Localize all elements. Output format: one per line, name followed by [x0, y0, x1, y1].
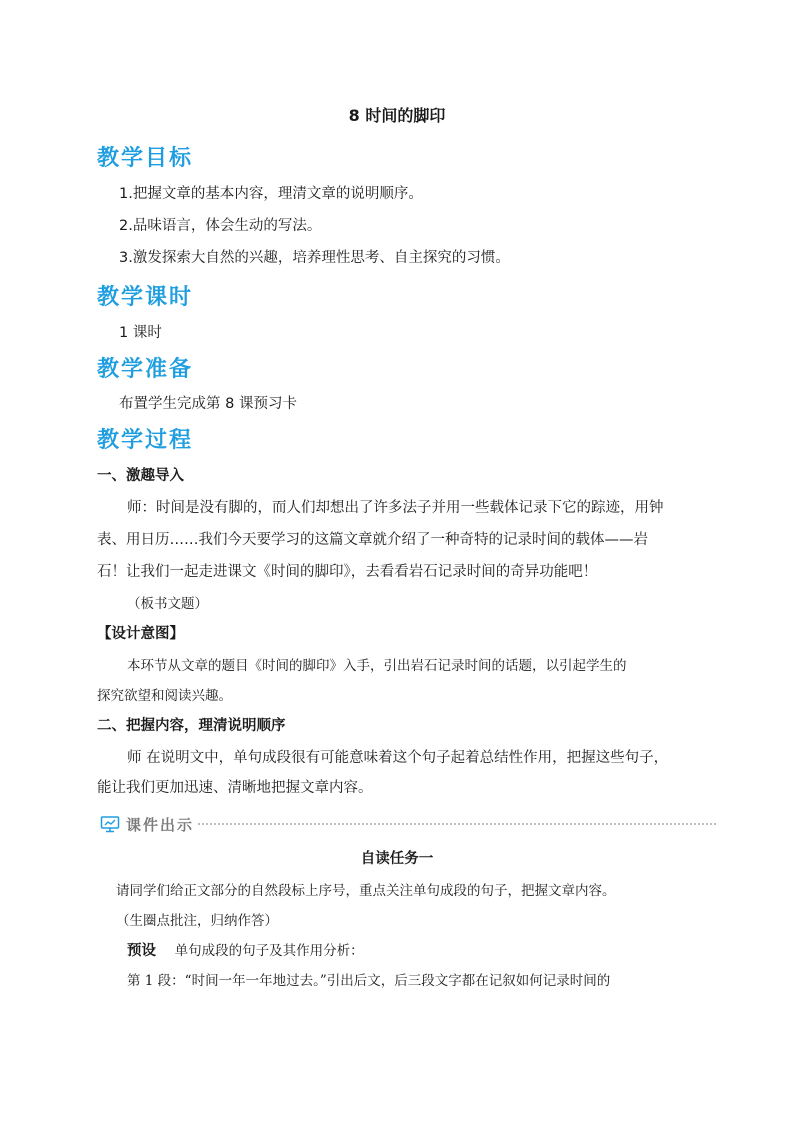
dotted-divider: [198, 823, 716, 825]
section2-title: 二、把握内容，理清说明顺序: [97, 718, 286, 734]
presentation-icon: [100, 815, 120, 833]
section1-para-line: 表、用日历……我们今天要学习的这篇文章就介绍了一种奇特的记录时间的载体——岩: [97, 532, 648, 548]
task-title: 自读任务一: [360, 851, 434, 867]
preset-row: [127, 940, 364, 962]
hours-heading: 教学课时: [97, 285, 194, 310]
design-intent-line: 探究欲望和阅读兴趣。: [97, 688, 232, 704]
courseware-divider: [100, 812, 716, 836]
preparation-text: 布置学生完成第 8 课预习卡: [119, 396, 297, 412]
preset-label: 预设: [127, 943, 156, 959]
objective-item: 3.激发探索大自然的兴趣，培养理性思考、自主探究的习惯。: [119, 250, 510, 266]
design-intent-line: 本环节从文章的题目《时间的脚印》入手，引出岩石记录时间的话题，以引起学生的: [127, 658, 627, 674]
objective-item: 2.品味语言，体会生动的写法。: [119, 218, 322, 234]
paragraph-analysis-line: 第 1 段：“时间一年一年地过去。”引出后文，后三段文字都在记叙如何记录时间的: [127, 973, 611, 989]
preset-text: 单句成段的句子及其作用分析：: [174, 943, 364, 959]
objectives-heading: 教学目标: [97, 146, 194, 171]
design-intent-label: 【设计意图】: [97, 626, 184, 642]
objective-item: 1.把握文章的基本内容，理清文章的说明顺序。: [119, 186, 423, 202]
section1-para-line: 石！让我们一起走进课文《时间的脚印》，去看看岩石记录时间的奇异功能吧！: [97, 564, 598, 580]
hours-text: 1 课时: [119, 325, 162, 341]
lesson-title: 8 时间的脚印: [348, 106, 446, 125]
section1-title: 一、激趣导入: [97, 468, 184, 484]
task-line: 请同学们给正文部分的自然段标上序号，重点关注单句成段的句子，把握文章内容。: [116, 883, 616, 899]
process-heading: 教学过程: [97, 428, 194, 453]
section2-para-line: 能让我们更加迅速、清晰地把握文章内容。: [97, 780, 373, 796]
section1-para-line: 师：时间是没有脚的，而人们却想出了许多法子并用一些载体记录下它的踪迹，用钟: [127, 500, 664, 516]
board-note: （板书文题）: [127, 596, 208, 612]
preparation-heading: 教学准备: [97, 357, 194, 382]
courseware-label: 课件出示: [126, 815, 195, 834]
section2-para-line: 师 在说明文中，单句成段很有可能意味着这个句子起着总结性作用，把握这些句子，: [127, 750, 669, 766]
task-note: （生圈点批注，归纳作答）: [116, 913, 278, 929]
